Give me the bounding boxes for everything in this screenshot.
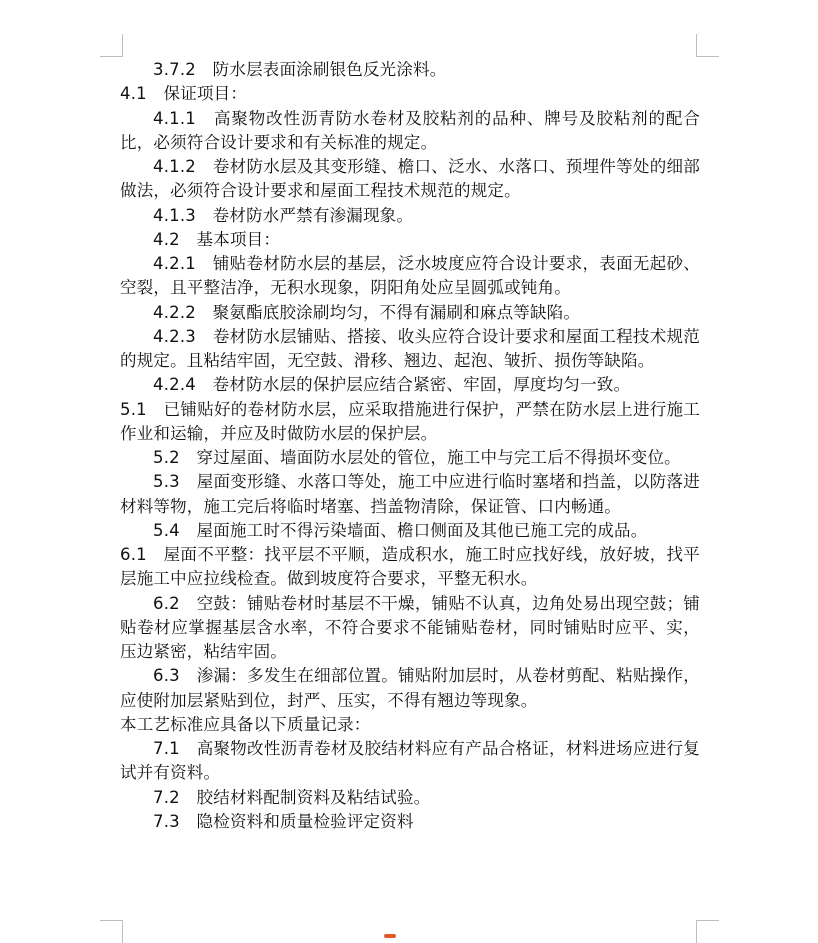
paragraph-4-1: 4.1 保证项目： [120,84,248,104]
paragraph-4-2-3: 4.2.3 卷材防水层铺贴、搭接、收头应符合设计要求和屋面工程技术规范的规定。且粘结牢固，无空鼓、滑移、翘边、起泡、皱折、损伤等缺陷。 [120,326,700,370]
paragraph-4-1-3: 4.1.3 卷材防水严禁有渗漏现象。 [153,205,414,225]
paragraph-4-1-2: 4.1.2 卷材防水层及其变形缝、檐口、泛水、水落口、预埋件等处的细部做法，必须符合设计要求和屋面工程技术规范的规定。 [120,157,700,201]
margin-corner-top-left [100,34,123,57]
margin-corner-bottom-right [696,920,719,943]
paragraph-4-1-1: 4.1.1 高聚物改性沥青防水卷材及胶粘剂的品种、牌号及胶粘剂的配合比，必须符合设计要求和有关标准的规定。 [120,108,700,152]
paragraph-6-3: 6.3 渗漏：多发生在细部位置。铺贴附加层时，从卷材剪配、粘贴操作，应使附加层紧贴到位，封严、压实，不得有翘边等现象。 [120,666,700,710]
page-edge-mark [384,934,396,938]
paragraph-3-7-2: 3.7.2 防水层表面涂刷银色反光涂料。 [153,60,447,79]
paragraph-5-1: 5.1 已铺贴好的卷材防水层，应采取措施进行保护，严禁在防水层上进行施工作业和运输，并应及时做防水层的保护层。 [120,399,700,443]
paragraph-5-3: 5.3 屋面变形缝、水落口等处，施工中应进行临时塞堵和挡盖，以防落进材料等物，施工完后将临时堵塞、挡盖物清除，保证管、口内畅通。 [120,472,700,516]
margin-corner-top-right [696,34,719,57]
paragraph-4-2-4: 4.2.4 卷材防水层的保护层应结合紧密、牢固，厚度均匀一致。 [153,375,631,395]
paragraph-quality-records: 本工艺标准应具备以下质量记录： [120,714,371,734]
margin-corner-bottom-left [100,920,123,943]
paragraph-4-2-2: 4.2.2 聚氨酯底胶涂刷均匀，不得有漏刷和麻点等缺陷。 [153,302,581,322]
paragraph-4-2: 4.2 基本项目： [153,229,281,249]
paragraph-7-3: 7.3 隐检资料和质量检验评定资料 [153,811,414,831]
document-body [120,58,700,834]
paragraph-5-2: 5.2 穿过屋面、墙面防水层处的管位，施工中与完工后不得损坏变位。 [153,448,681,467]
paragraph-5-4: 5.4 屋面施工时不得污染墙面、檐口侧面及其他已施工完的成品。 [153,520,648,540]
paragraph-6-2: 6.2 空鼓：铺贴卷材时基层不干燥，铺贴不认真，边角处易出现空鼓；铺贴卷材应掌握基层含水率，不符合要求不能铺贴卷材，同时铺贴时应平、实，压边紧密，粘结牢固。 [120,593,700,661]
paragraph-4-2-1: 4.2.1 铺贴卷材防水层的基层，泛水坡度应符合设计要求，表面无起砂、空裂，且平整洁净，无积水现象，阴阳角处应呈圆弧或钝角。 [120,254,700,298]
paragraph-7-1: 7.1 高聚物改性沥青卷材及胶结材料应有产品合格证，材料进场应进行复试并有资料。 [120,739,700,783]
paragraph-6-1: 6.1 屋面不平整：找平层不平顺，造成积水，施工时应找好线，放好坡，找平层施工中应拉线检查。做到坡度符合要求，平整无积水。 [120,545,700,589]
paragraph-7-2: 7.2 胶结材料配制资料及粘结试验。 [153,787,431,807]
